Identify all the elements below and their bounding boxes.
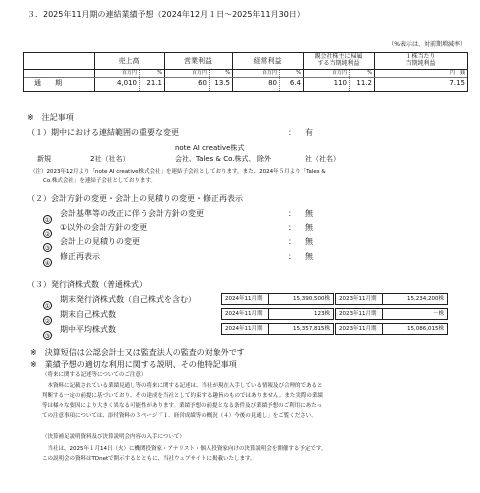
- shares-row-label: 期末発行済株式数（自己株式を含む）: [60, 295, 196, 304]
- item2-row-colon: ：: [288, 209, 296, 218]
- value-sales: 4,010: [116, 79, 137, 87]
- period-label: 2023年11月期: [339, 311, 377, 317]
- notes-heading: ※ 注記事項: [27, 113, 74, 122]
- value-eps: 7.15: [449, 79, 465, 87]
- shares-row-label: 期末自己株式数: [60, 310, 116, 319]
- forecast-note: （%表示は、対前期増減率）: [388, 41, 466, 48]
- share-count: 15,234,200株: [407, 296, 444, 302]
- forward-line: 本資料に記載されている業績見通し等の将来に関する記述は、当社が現在入手している情報及び合理的であると: [42, 383, 323, 389]
- item2-row-colon: ：: [288, 223, 296, 232]
- item2-row-value: 無: [305, 237, 313, 246]
- header-sales: 売上高: [118, 57, 140, 65]
- circled-number: ①: [44, 303, 51, 310]
- circled-number: ②: [44, 318, 51, 325]
- shares-value-box: [221, 293, 334, 305]
- period-label: 2023年11月期: [339, 296, 377, 302]
- circled-number: ③: [44, 245, 51, 252]
- shares-value-box: [335, 293, 448, 305]
- header-net-income-2: する当期純利益: [317, 60, 360, 67]
- header-operating-income: 営業利益: [184, 57, 212, 65]
- value-op-pct: 13.5: [214, 79, 230, 87]
- item2-row-label: ①以外の会計方針の変更: [60, 223, 148, 232]
- share-count: 15,357,815株: [293, 326, 330, 332]
- new-count: 2社（社名）: [90, 155, 130, 163]
- header-eps-1: １株当たり: [405, 53, 436, 60]
- new-label: 新規: [37, 155, 51, 163]
- value-sales-pct: 21.1: [146, 79, 162, 87]
- item2-row-colon: ：: [288, 237, 296, 246]
- forward-heading: （将来に関する記述等についてのご注意）: [42, 372, 147, 378]
- unit-net-pct: %: [367, 70, 372, 76]
- notes-item3: （３）発行済株式数（普通株式）: [27, 280, 147, 289]
- unit-ord: 百万円: [261, 70, 277, 76]
- briefing-line: 当社は、2025年１月14日（火）に機関投資家・アナリスト・個人投資家向けの決算説明会を開催する予定です。: [42, 446, 327, 452]
- header-net-income-1: 親会社株主に帰属: [314, 53, 363, 60]
- unit-op: 百万円: [191, 70, 207, 76]
- period-label: 2023年11月期: [339, 326, 377, 332]
- item2-row-label: 会計上の見積りの変更: [60, 237, 140, 246]
- notes-item1-value: 有: [305, 128, 313, 137]
- shares-value-box: [221, 323, 334, 335]
- item2-row-value: 無: [305, 252, 313, 261]
- item1-note-line2: Co.株式会社」を連結子会社としております。: [43, 178, 156, 184]
- new-companies-line1: note AI creative株式: [175, 144, 245, 152]
- value-net-pct: 11.2: [356, 79, 372, 87]
- share-count: －株: [432, 311, 444, 317]
- shares-value-box: [335, 308, 448, 320]
- value-net: 110: [333, 79, 347, 87]
- header-ordinary-income: 経常利益: [253, 57, 282, 65]
- circled-number: ②: [44, 231, 51, 238]
- briefing-heading: （決算補足説明資料及び決算説明会内容の入手について）: [42, 434, 185, 440]
- period-label: 2024年11月期: [225, 311, 263, 317]
- excluded-value: 社（社名）: [305, 155, 340, 163]
- item2-row-value: 無: [305, 223, 313, 232]
- unit-op-pct: %: [225, 70, 230, 76]
- share-count: 15,390,500株: [293, 296, 330, 302]
- shares-row-number: [43, 325, 55, 344]
- item2-row-number: [43, 252, 55, 271]
- item2-row-label: 修正再表示: [60, 252, 100, 261]
- item2-row-value: 無: [305, 209, 313, 218]
- forward-line: 等は様々な要因により大きく異なる可能性があります。業績予想の前提となる条件及び業績予想のご利用にあたっ: [42, 403, 323, 409]
- item2-row-label: 会計基準等の改正に伴う会計方針の変更: [60, 209, 204, 218]
- unit-sales: 百万円: [121, 70, 137, 76]
- new-companies-line2: 会社、Tales & Co.株式、: [175, 155, 256, 163]
- forward-line: 判断する一定の前提に基づいており、その達成を当社として約束する趣旨のものではありません。また実際の業績: [42, 393, 323, 399]
- unit-net: 百万円: [331, 70, 347, 76]
- shares-row-label: 期中平均株式数: [60, 325, 116, 334]
- unit-sales-pct: %: [157, 70, 162, 76]
- proper-use-note: ※ 業績予想の適切な利用に関する説明、その他特記事項: [30, 360, 237, 369]
- item2-row-colon: ：: [288, 252, 296, 261]
- excluded-label: 除外: [257, 155, 271, 163]
- circled-number: ③: [44, 333, 51, 340]
- notes-item1-colon: ：: [288, 128, 296, 137]
- unit-ord-pct: %: [296, 70, 301, 76]
- period-label: 2024年11月期: [225, 326, 263, 332]
- row-label-full-year: 通 期: [34, 79, 62, 87]
- circled-number: ①: [44, 217, 51, 224]
- share-count: 123株: [314, 311, 330, 317]
- forward-line: ての注意事項については、添付資料の３ページ「１．経営成績等の概況（４）今後の見通し」をご覧ください。: [42, 413, 317, 419]
- forecast-table: [23, 52, 468, 92]
- value-op: 60: [198, 79, 207, 87]
- period-label: 2024年11月期: [225, 296, 263, 302]
- unit-eps: 円 銭: [449, 70, 465, 76]
- value-ord: 80: [268, 79, 277, 87]
- shares-value-box: [335, 323, 448, 335]
- notes-item2: （２）会計方針の変更・会計上の見積りの変更・修正再表示: [27, 194, 243, 203]
- share-count: 15,086,015株: [407, 326, 444, 332]
- notes-item1: （１）期中における連結範囲の重要な変更: [27, 128, 179, 137]
- audit-note: ※ 決算短信は公認会計士又は監査法人の監査の対象外です: [30, 348, 245, 357]
- header-eps-2: 当期純利益: [405, 60, 436, 67]
- item1-note-line1: （注）2023年12月より「note AI creative株式会社」を連結子会社としております。また、2024年５月より「Tales &: [30, 169, 326, 175]
- forecast-title: ３．2025年11月期の連結業績予想（2024年12月１日～2025年11月30日）: [27, 10, 305, 19]
- shares-value-box: [221, 308, 334, 320]
- value-ord-pct: 6.4: [289, 79, 301, 87]
- circled-number: ④: [44, 260, 51, 267]
- briefing-line: この説明会の資料はTDnetで開示するとともに、当社ウェブサイトに掲載いたします。: [42, 456, 256, 462]
